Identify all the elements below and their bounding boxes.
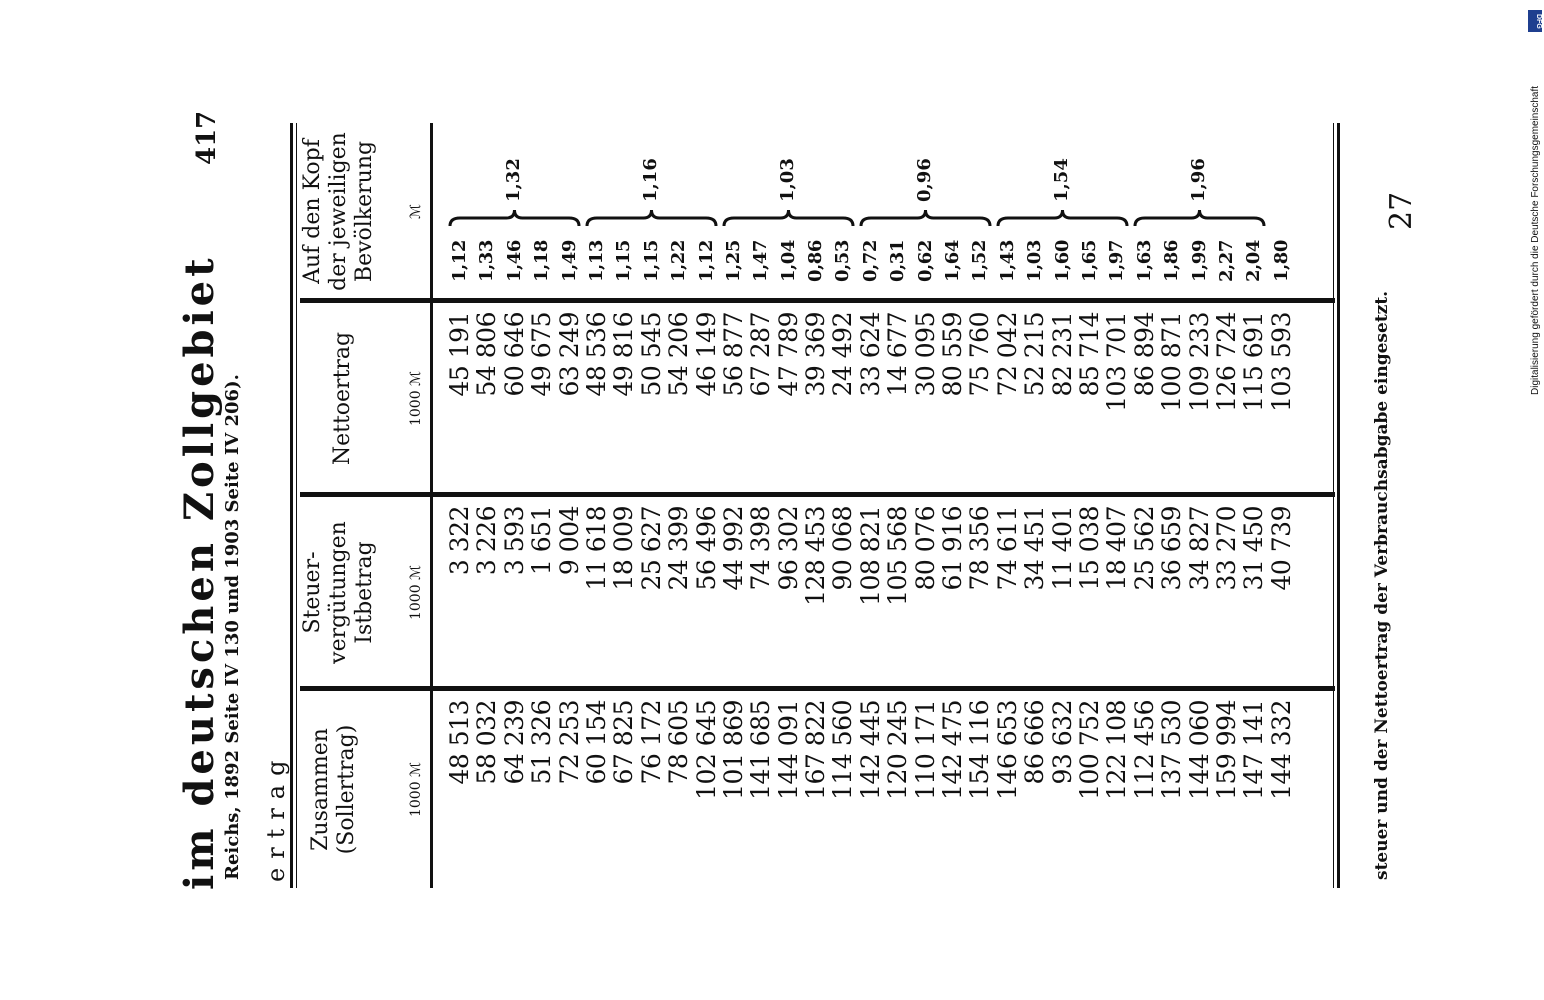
header-kopf (300, 123, 378, 300)
table-cell: 60 646 (499, 312, 529, 397)
table-cell: 31 450 (1239, 506, 1269, 591)
header-line: Zusammen (308, 728, 333, 851)
table-cell: 39 369 (801, 312, 831, 397)
group-brace (861, 210, 990, 226)
table-cell: 1,13 (585, 240, 607, 282)
table-cell: 52 215 (1020, 312, 1050, 397)
table-cell: 33 270 (1211, 506, 1241, 591)
table-cell: 142 475 (938, 700, 968, 800)
table-cell: 56 877 (718, 312, 748, 397)
group-average: 0,96 (913, 158, 935, 202)
table-cell: 3 226 (472, 506, 502, 576)
table-cell: 93 632 (1047, 700, 1077, 785)
top-rule (290, 123, 293, 888)
header-line: Nettoertrag (330, 331, 355, 466)
table-cell: 51 326 (527, 700, 557, 785)
table-cell: 34 451 (1020, 506, 1050, 591)
header-line: Istbetrag (352, 541, 377, 644)
table-cell: 0,31 (887, 240, 909, 282)
table-cell: 115 691 (1239, 312, 1269, 412)
table-cell: 1,60 (1051, 240, 1073, 282)
table-cell: 1,04 (777, 240, 799, 282)
table-cell: 112 456 (1129, 700, 1159, 800)
table-cell: 147 141 (1239, 700, 1269, 800)
table-cell: 90 068 (828, 506, 858, 591)
table-cell: 61 916 (938, 506, 968, 591)
table-cell: 34 827 (1184, 506, 1214, 591)
dfg-logo: DFG (1528, 10, 1542, 32)
group-average: 1,32 (502, 158, 524, 202)
table-cell: 1,12 (695, 240, 717, 282)
table-cell: 46 149 (691, 312, 721, 397)
table-cell: 128 453 (801, 506, 831, 606)
table-cell: 100 871 (1157, 312, 1187, 412)
table-cell: 82 231 (1047, 312, 1077, 397)
table-cell: 78 356 (965, 506, 995, 591)
table-cell: 108 821 (855, 506, 885, 606)
table-cell: 54 206 (664, 312, 694, 397)
table-cell: 80 559 (938, 312, 968, 397)
table-cell: 146 653 (992, 700, 1022, 800)
top-rule-thin (296, 123, 297, 888)
column-rule (300, 298, 1335, 303)
header-line: Bevölkerung (352, 140, 377, 283)
table-cell: 102 645 (691, 700, 721, 800)
group-brace (1135, 210, 1264, 226)
table-cell: 18 407 (1102, 506, 1132, 591)
source-note: Reichs, 1892 Seite IV 130 und 1903 Seite IV 206). (222, 374, 243, 880)
table-cell: 11 618 (581, 506, 611, 591)
table-cell: 0,72 (859, 240, 881, 282)
unit-netto: 1000 ℳ (408, 370, 424, 427)
unit-zusammen: 1000 ℳ (408, 761, 424, 818)
table-cell: 2,27 (1215, 240, 1237, 282)
table-cell: 33 624 (855, 312, 885, 397)
table-cell: 142 445 (855, 700, 885, 800)
table-cell: 67 825 (609, 700, 639, 785)
table-cell: 24 492 (828, 312, 858, 397)
table-cell: 72 042 (992, 312, 1022, 397)
table-cell: 144 091 (773, 700, 803, 800)
table-cell: 2,04 (1243, 240, 1265, 282)
footnote: steuer und der Nettoertrag der Verbrauchsabgabe eingesetzt. (1372, 290, 1392, 880)
unit-kopf: ℳ (408, 204, 424, 219)
table-cell: 78 605 (664, 700, 694, 785)
table-cell: 1,99 (1188, 240, 1210, 282)
table-cell: 48 536 (581, 312, 611, 397)
table-cell: 1,18 (531, 240, 553, 282)
table-cell: 1,52 (969, 240, 991, 282)
table-cell: 24 399 (664, 506, 694, 591)
header-line: vergütungen (326, 521, 351, 664)
table-cell: 103 701 (1102, 312, 1132, 412)
table-cell: 1 651 (527, 506, 557, 576)
table-cell: 86 666 (1020, 700, 1050, 785)
header-line: Steuer- (300, 551, 325, 634)
page-number: 417 (192, 110, 222, 165)
table-cell: 0,62 (914, 240, 936, 282)
table-cell: 159 994 (1211, 700, 1241, 800)
table-cell: 30 095 (910, 312, 940, 397)
bottom-rule-thin (1333, 123, 1334, 888)
table-cell: 49 675 (527, 312, 557, 397)
table-cell: 85 714 (1074, 312, 1104, 397)
table-cell: 48 513 (445, 700, 474, 785)
table-cell: 36 659 (1157, 506, 1187, 591)
average-braces (446, 126, 1306, 296)
header-line: der jeweiligen (326, 132, 351, 291)
header-rule (430, 123, 433, 888)
table-cell: 74 398 (746, 506, 776, 591)
table-cell: 110 171 (910, 700, 940, 800)
table-cell: 1,25 (722, 240, 744, 282)
table-cell: 3 322 (445, 506, 474, 576)
table-cell: 15 038 (1074, 506, 1104, 591)
table-cell: 0,53 (832, 240, 854, 282)
table-cell: 58 032 (472, 700, 502, 785)
group-brace (724, 210, 853, 226)
unit-steuer: 1000 ℳ (408, 564, 424, 621)
table-cell: 44 992 (718, 506, 748, 591)
table-cell: 63 249 (554, 312, 584, 397)
table-cell: 0,86 (805, 240, 827, 282)
subheading: ertrag (262, 751, 290, 882)
signature-mark: 27 (1384, 191, 1419, 230)
header-netto (330, 303, 356, 494)
table-cell: 72 253 (554, 700, 584, 785)
group-brace (998, 210, 1127, 226)
table-cell: 1,63 (1133, 240, 1155, 282)
table-cell: 1,64 (942, 240, 964, 282)
table-cell: 1,49 (558, 240, 580, 282)
table-cell: 25 627 (636, 506, 666, 591)
table-cell: 137 530 (1157, 700, 1187, 800)
table-cell: 1,33 (476, 240, 498, 282)
group-average: 1,96 (1187, 158, 1209, 202)
table-cell: 126 724 (1211, 312, 1241, 412)
table-cell: 14 677 (883, 312, 913, 397)
dfg-funding-note: Digitalisierung gefördert durch die Deutsche Forschungsgemeinschaft (1530, 85, 1541, 395)
table-cell: 101 869 (718, 700, 748, 800)
table-cell: 1,86 (1161, 240, 1183, 282)
table-cell: 9 004 (554, 506, 584, 576)
table-cell: 25 562 (1129, 506, 1159, 591)
table-cell: 114 560 (828, 700, 858, 800)
header-steuer (300, 497, 378, 688)
column-zusammen (446, 700, 1295, 888)
table-cell: 60 154 (581, 700, 611, 785)
page-title: im deutschen Zollgebiet (176, 254, 223, 890)
data-table (290, 123, 1340, 888)
table-cell: 50 545 (636, 312, 666, 397)
table-cell: 96 302 (773, 506, 803, 591)
group-brace (587, 210, 716, 226)
table-cell: 144 332 (1266, 700, 1296, 800)
table-cell: 1,97 (1106, 240, 1128, 282)
table-cell: 167 822 (801, 700, 831, 800)
table-cell: 75 760 (965, 312, 995, 397)
table-cell: 103 593 (1266, 312, 1296, 412)
table-cell: 122 108 (1102, 700, 1132, 800)
table-cell: 144 060 (1184, 700, 1214, 800)
table-cell: 1,47 (750, 240, 772, 282)
table-cell: 40 739 (1266, 506, 1296, 591)
table-cell: 1,03 (1024, 240, 1046, 282)
group-brace (450, 210, 579, 226)
table-cell: 76 172 (636, 700, 666, 785)
table-cell: 86 894 (1129, 312, 1159, 397)
header-line: Auf den Kopf (300, 139, 325, 284)
table-cell: 1,22 (668, 240, 690, 282)
table-cell: 11 401 (1047, 506, 1077, 591)
table-cell: 1,15 (640, 240, 662, 282)
table-cell: 3 593 (499, 506, 529, 576)
table-cell: 1,43 (996, 240, 1018, 282)
table-cell: 1,80 (1270, 240, 1292, 282)
table-cell: 1,15 (613, 240, 635, 282)
column-steuer (446, 506, 1295, 688)
group-average: 1,03 (776, 158, 798, 202)
table-cell: 1,65 (1078, 240, 1100, 282)
table-cell: 80 076 (910, 506, 940, 591)
table-cell: 1,12 (449, 240, 470, 282)
header-line: (Sollertrag) (334, 724, 359, 855)
table-cell: 47 789 (773, 312, 803, 397)
column-netto (446, 312, 1295, 494)
table-cell: 154 116 (965, 700, 995, 800)
table-cell: 54 806 (472, 312, 502, 397)
header-zusammen (308, 691, 360, 888)
table-cell: 100 752 (1074, 700, 1104, 800)
table-cell: 49 816 (609, 312, 639, 397)
table-cell: 141 685 (746, 700, 776, 800)
table-cell: 45 191 (445, 312, 474, 397)
table-cell: 56 496 (691, 506, 721, 591)
table-cell: 74 611 (992, 506, 1022, 591)
table-cell: 64 239 (499, 700, 529, 785)
table-cell: 105 568 (883, 506, 913, 606)
table-cell: 18 009 (609, 506, 639, 591)
table-cell: 1,46 (503, 240, 525, 282)
group-average: 1,54 (1050, 158, 1072, 202)
table-cell: 109 233 (1184, 312, 1214, 412)
group-average: 1,16 (639, 158, 661, 202)
table-cell: 120 245 (883, 700, 913, 800)
table-cell: 67 287 (746, 312, 776, 397)
bottom-rule (1337, 123, 1340, 888)
